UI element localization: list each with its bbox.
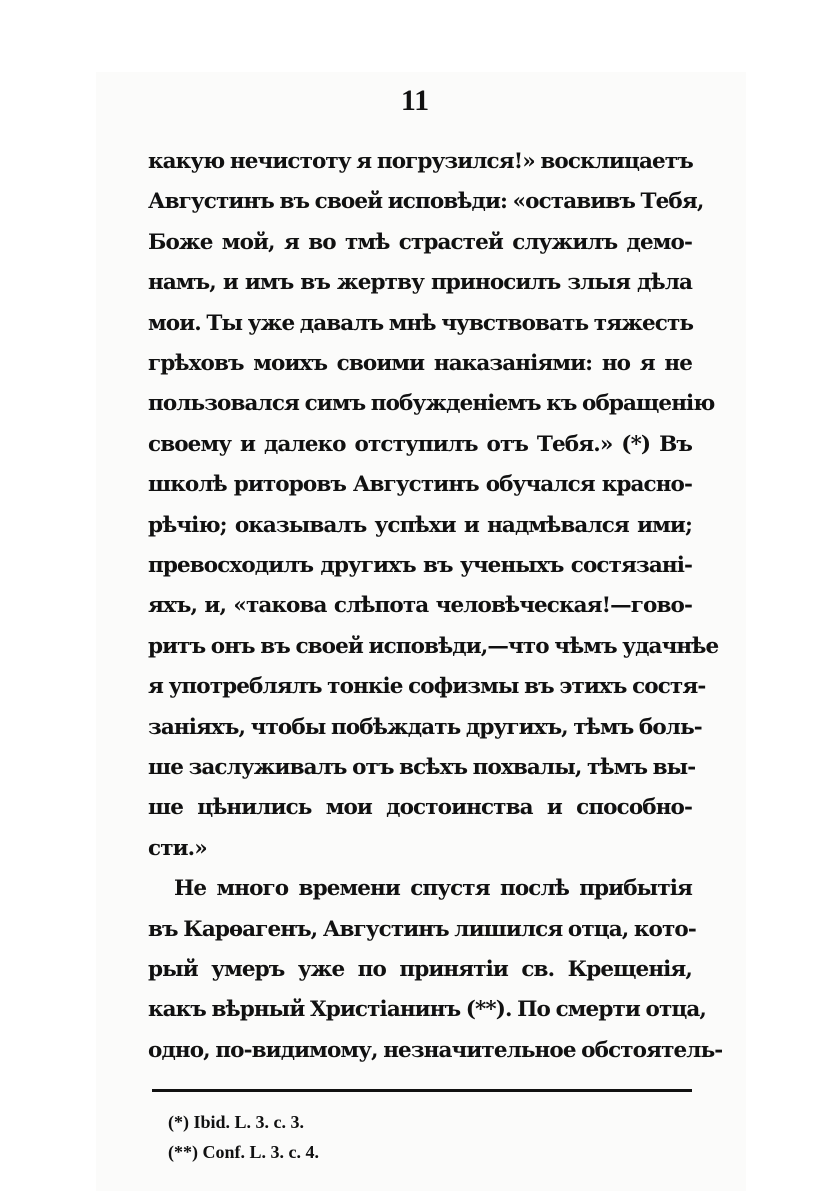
text-line: въ Карѳагенъ, Августинъ лишился отца, кото- xyxy=(148,917,696,942)
text-line: намъ, и имъ въ жертву приносилъ злыя дѣла xyxy=(148,270,692,295)
page-number: 11 xyxy=(400,84,430,117)
text-line: мои. Ты уже давалъ мнѣ чувствовать тяжесть xyxy=(148,311,694,336)
text-line: рый умеръ уже по принятіи св. Крещенія, xyxy=(148,957,692,982)
text-line: Боже мой, я во тмѣ страстей служилъ демо- xyxy=(148,230,692,255)
text-line: одно, по-видимому, незначительное обстоятель- xyxy=(148,1038,723,1063)
text-line: пользовался симъ побужденіемъ къ обращенію xyxy=(148,391,715,416)
text-line: Не много времени спустя послѣ прибытія xyxy=(174,876,692,901)
text-line: ше цѣнились мои достоинства и способно- xyxy=(148,795,692,820)
text-line: рѣчію; оказывалъ успѣхи и надмѣвался ими; xyxy=(148,513,692,538)
text-line: какъ вѣрный Христіанинъ (**). По смерти отца, xyxy=(148,997,706,1022)
text-line: яхъ, и, «такова слѣпота человѣческая!—гово- xyxy=(148,593,692,618)
text-line: я употреблялъ тонкіе софизмы въ этихъ состя- xyxy=(148,674,706,699)
text-line: своему и далеко отступилъ отъ Тебя.» (*) Въ xyxy=(148,432,692,457)
text-line: школѣ риторовъ Августинъ обучался красно- xyxy=(148,472,692,497)
text-line: грѣховъ моихъ своими наказаніями: но я не xyxy=(148,351,692,376)
footnote: (*) Ibid. L. 3. c. 3. xyxy=(168,1112,305,1132)
text-line: ритъ онъ въ своей исповѣди,—что чѣмъ удачнѣе xyxy=(148,634,719,659)
text-line: заніяхъ, чтобы побѣждать другихъ, тѣмъ боль- xyxy=(148,715,702,740)
text-line: какую нечистоту я погрузился!» восклицаетъ xyxy=(148,149,693,174)
text-line: Августинъ въ своей исповѣди: «оставивъ Тебя, xyxy=(148,189,704,214)
text-line: ше заслуживалъ отъ всѣхъ похвалы, тѣмъ вы- xyxy=(148,755,696,780)
text-line: сти.» xyxy=(148,836,207,861)
text-line: превосходилъ другихъ въ ученыхъ состязані- xyxy=(148,553,692,578)
footnote-divider xyxy=(152,1089,692,1092)
footnote: (**) Conf. L. 3. c. 4. xyxy=(168,1142,319,1162)
